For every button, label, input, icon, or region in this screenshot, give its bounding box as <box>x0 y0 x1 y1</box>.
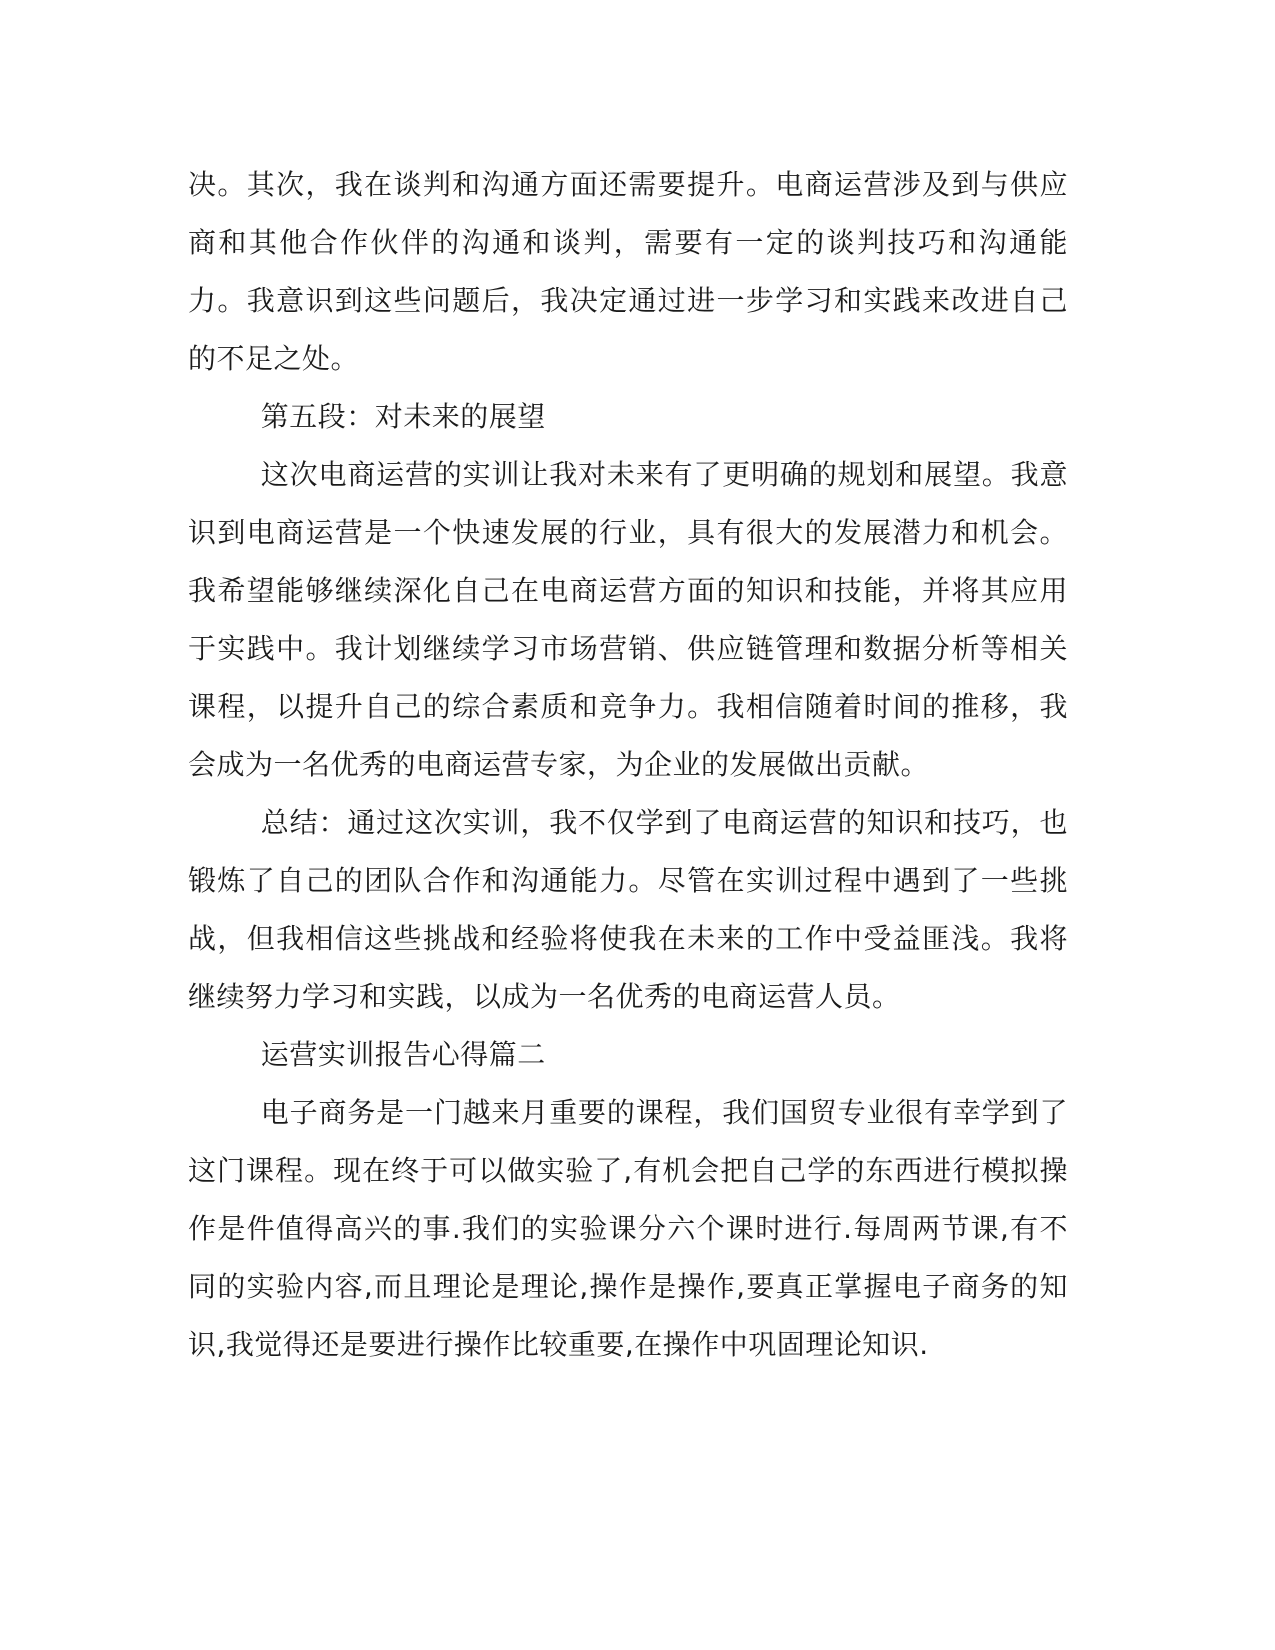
paragraph-summary: 总结：通过这次实训，我不仅学到了电商运营的知识和技巧，也锻炼了自己的团队合作和沟通能力。尽管在实训过程中遇到了一些挑战，但我相信这些挑战和经验将使我在未来的工作中受益匪浅。我将继续努力学习和实践，以成为一名优秀的电商运营人员。 <box>188 806 1068 1013</box>
paragraph-future-outlook: 这次电商运营的实训让我对未来有了更明确的规划和展望。我意识到电商运营是一个快速发展的行业，具有很大的发展潜力和机会。我希望能够继续深化自己在电商运营方面的知识和技能，并将其应用于实践中。我计划继续学习市场营销、供应链管理和数据分析等相关课程，以提升自己的综合素质和竞争力。我相信随着时间的推移，我会成为一名优秀的电商运营专家，为企业的发展做出贡献。 <box>188 458 1068 781</box>
paragraph-continuation: 决。其次，我在谈判和沟通方面还需要提升。电商运营涉及到与供应商和其他合作伙伴的沟通和谈判，需要有一定的谈判技巧和沟通能力。我意识到这些问题后，我决定通过进一步学习和实践来改进自己的不足之处。 <box>188 168 1068 375</box>
section-heading-part-two: 运营实训报告心得篇二 <box>260 1038 546 1071</box>
document-body <box>188 156 1068 1374</box>
paragraph-ecommerce-course: 电子商务是一门越来月重要的课程，我们国贸专业很有幸学到了这门课程。现在终于可以做实验了,有机会把自己学的东西进行模拟操作是件值得高兴的事.我们的实验课分六个课时进行.每周两节课,有不同的实验内容,而且理论是理论,操作是操作,要真正掌握电子商务的知识,我觉得还是要进行操作比较重要,在操作中巩固理论知识. <box>188 1096 1068 1361</box>
section-heading-part-five: 第五段：对未来的展望 <box>260 400 546 433</box>
